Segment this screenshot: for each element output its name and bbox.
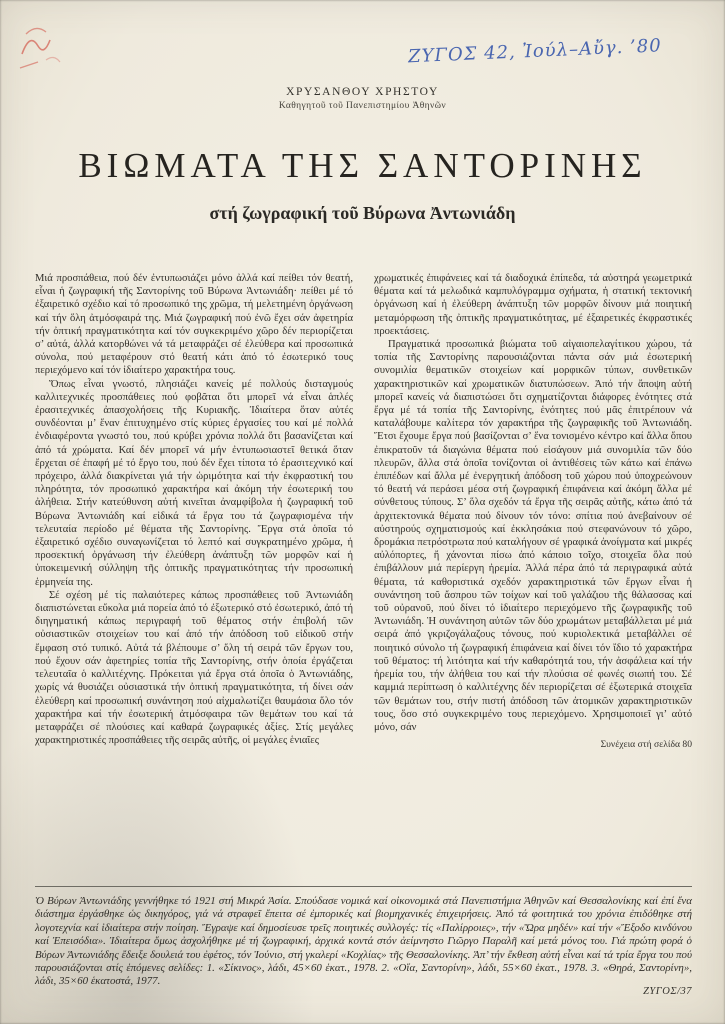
footer-divider xyxy=(35,886,692,887)
right-column xyxy=(374,272,692,870)
article-subtitle: στή ζωγραφική τοῦ Βύρωνα Ἀντωνιάδη xyxy=(209,203,516,223)
author-affiliation: Καθηγητοῦ τοῦ Πανεπιστημίου Ἀθηνῶν xyxy=(278,101,447,111)
continuation-note: Συνέχεια στή σελίδα 80 xyxy=(600,739,692,751)
article-body xyxy=(35,272,692,870)
article-title: ΒΙΩΜΑΤΑ ΤΗΣ ΣΑΝΤΟΡΙΝΗΣ xyxy=(78,146,647,185)
article-paragraph: Ὅπως εἶναι γνωστό, πλησιάζει κανείς μέ πολλούς δισταγμούς καλλιτεχνικές προσπάθειες πού φοβᾶται ὅτι μπορεῖ νά εἶναι ἁπλές ἐρασιτεχνικές ἀπασχολήσεις τῆς Κυριακῆς. Ἰδιαίτερα ὅταν αὐτές συνδέονται μ’ ἕναν ἐπιτυχημένο στίς κύριες ἐργασίες του καί μέ πολλά ἐνδιαφέροντα γνωστό του, πού κρύβει χρόνια πολλά ὅτι βασανίζεται καί ἀπό τά χρώματα. Καί δέν μπορεῖ νά μήν ἐντυπωσιαστεῖ θετικά ὅταν ἔρχεται σέ ἐπαφή μέ τό ἔργο του, πού δέν ἔχει τίποτα τό ἐρασιτεχνικό καί πρόχειρο, ἀλλά διακρίνεται γιά τήν ὡριμότητα καί τήν ἐκφραστική του πληρότητα, τόν προσωπικό χαρακτήρα καί ἀκόμη τήν ἐσωτερική του ἀλήθεια. Στήν κατεύθυνση αὐτή κινεῖται ἀναμφίβολα ἡ ζωγραφική τοῦ Βύρωνα Ἀντωνιάδη καί εἰδικά τά ἔργα του τά ζωγραφισμένα τήν τελευταία περίοδο μέ θέματα τῆς Σαντορίνης. Ἔργα στά ὁποῖα τό ἐξαιρετικό σχέδιο συναγωνίζεται τό λεπτό καί συγκρατημένο χρῶμα, ἡ προσεκτική ὀργάνωση τήν ἐλεύθερη ἀνάπτυξη τῶν μορφῶν καί ἡ ὑποκειμενική σύλληψη τῆς ὀπτικῆς πραγματικότητας τήν προσωπική ἑρμηνεία της. xyxy=(35,378,353,588)
artist-biography: Ὁ Βύρων Ἀντωνιάδης γεννήθηκε τό 1921 στή Μικρά Ἀσία. Σπούδασε νομικά καί οἰκονομικά στά Πανεπιστήμια Ἀθηνῶν καί Θεσσαλονίκης καί ἐπί ἕνα διάστημα ἐργάσθηκε ὡς δικηγόρος, γιά νά στραφεῖ ἔπειτα σέ ἐμπορικές καί βιομηχανικές ἐπιχειρήσεις. Ἀπό τά φοιτητικά του χρόνια ἐπιδόθηκε στή λογοτεχνία καί ἰδιαίτερα στήν ποίηση. Ἔγραψε καί δημοσίευσε τρεῖς ποιητικές συλλογές: τίς «Παλίρροιες», τήν «Ὥρα μηδέν» καί τήν «Ἔξοδο κινδύνου καί Ἐπεισόδια». Ἰδιαίτερα ὅμως ἀσχολήθηκε μέ τή ζωγραφική, ἀρχικά κοντά στόν ἀείμνηστο Γιῶργο Παραλῆ καί μετά μόνος του. Γιά πρώτη φορά ὁ Βύρων Ἀντωνιάδης ἔδειξε δουλειά του ἐφέτος, τόν Ἰούνιο, στή γκαλερί «Κοχλίας» τῆς Θεσσαλονίκης. Ἀπ’ τήν ἔκθεση αὐτή εἶναι καί τά τρία ἔργα του πού παρουσιάζονται στίς ἑπόμενες σελίδες: 1. «Σίκινος», λάδι, 45×60 ἑκατ., 1978. 2. «Οἵα, Σαντορίνη», λάδι, 55×60 ἑκατ., 1978. 3. «Θηρά, Σαντορίνη», λάδι, 35×60 ἑκατοστά, 1977. xyxy=(35,895,692,988)
handwritten-annotation: ΖΥΓΟΣ 42, Ἰούλ–Αὔγ. ’80 xyxy=(407,35,663,68)
left-column xyxy=(35,272,353,870)
author-name: ΧΡΥΣΑΝΘΟΥ ΧΡΗΣΤΟΥ xyxy=(286,86,439,98)
article-paragraph: Μιά προσπάθεια, πού δέν ἐντυπωσιάζει μόνο ἀλλά καί πείθει τόν θεατή, εἶναι ἡ ζωγραφική τῆς Σαντορίνης τοῦ Βύρωνα Ἀντωνιάδη· πείθει μέ τό ἐξαιρετικό σχέδιο καί τό προσωπικό της χρῶμα, τή μελετημένη ὀργάνωση καί τήν ὅλη ἀτμόσφαιρά της. Μιά ζωγραφική πού ἐνῶ ἔχει σάν ἀφετηρία τήν ὀπτική πραγματικότητα καί τόν συγκεκριμένο χῶρο δέν περιορίζεται σ’ αὐτά, ἀλλά κατορθώνει νά τά μεταφράζει σέ ἐλεύθερα καί προσωπικά σύνολα, πού μεταφέρουν στό θεατή κάτι ἀπό τό ἐσωτερικό τους περιεχόμενο καί τόν ἰδιαίτερο χαρακτήρα τους. xyxy=(35,273,353,377)
article-paragraph: Σέ σχέση μέ τίς παλαιότερες κάπως προσπάθειες τοῦ Ἀντωνιάδη διαπιστώνεται εὔκολα μιά πορεία ἀπό τό ἐξωτερικό στό ἐσωτερικό, ἀπό τή διηγηματική κάπως περιγραφή τοῦ θέματος στήν ἐπιβολή τῶν οὐσιαστικῶν στοιχείων του καί ἀπό τήν ἀπόδοση τοῦ εἰδικοῦ στήν ἔμφαση στό τυπικό. Αὐτά τά βλέπουμε σ’ ὅλη τή σειρά τῶν ἔργων του, πού ἔχουν σάν ἀφετηρίες τοπία τῆς Σαντορίνης, στήν ὁποία ἐργάζεται τελευταῖα ὁ καλλιτέχνης. Πρόκειται γιά ἔργα στά ὁποῖα ὁ Ἀντωνιάδης, χωρίς νά θυσιάζει οὐσιαστικά τήν ὀπτική πραγματικότητα, τή δίνει σάν ἐλεύθερη καί προσωπική συνάντηση πού αἰχμαλωτίζει θαυμάσια ὅλο τόν χαρακτήρα καί τήν ἐσωτερική ἀτμόσφαιρα τῶν θεμάτων του καί τά μεταφράζει σέ πλούσιες καί καθαρά ζωγραφικές ἀξίες. Στίς μεγάλες χαρακτηριστικές προσπάθειες τῆς σειρᾶς αὐτῆς, οἱ μεγάλες ἑνιαῖες xyxy=(35,589,353,747)
page-number: ΖΥΓΟΣ/37 xyxy=(643,986,692,997)
article-paragraph: Πραγματικά προσωπικά βιώματα τοῦ αἰγαιοπελαγίτικου χώρου, τά τοπία τῆς Σαντορίνης παρουσιάζονται πάντα σάν μιά ἐσωτερική συνομιλία θεματικῶν στοιχείων καί μορφικῶν τύπων, συνθετικῶν χαρακτηριστικῶν καί χρωματικῶν διατυπώσεων. Ἀπό τήν ἄποψη αὐτή μπορεῖ κανείς νά διαπιστώσει ὅτι σχηματίζονται διάφορες ἑνότητες στά ἔργα μέ τά τοπία τῆς Σαντορίνης, ἑνότητες πού μᾶς ἐπιτρέπουν νά καταλάβουμε καλίτερα τόν χαρακτήρα τῆς ζωγραφικῆς τοῦ Ἀντωνιάδη. Ἔτσι ἔχουμε ἔργα πού βασίζονται σ’ ἕνα τονισμένο κέντρο καί ἄλλα ὅπου ἐπικρατοῦν τά διαγώνια θέματα πού εἰσάγουν μιά συνομιλία τῶν δύο πλευρῶν, ἄλλα στά ὁποῖα τονίζονται οἱ ἀντιθέσεις τῶν κάτω καί ἐπάνω ἐπιπέδων καί ἄλλα μέ ἐνεργητική ἀπόδοση τοῦ χώρου πού ὑποχρεώνουν τό θεατή νά περάσει μέσα στή ζωγραφική ἐπιφάνεια καί ἀκόμη ἄλλα μέ σύνθετους τύπους. Σ’ ὅλα σχεδόν τά ἔργα τῆς σειρᾶς αὐτῆς, κάτω ἀπό τά ἀρχιτεκτονικά θέματα πού δίνουν τόν τόνο: σπίτια πού ἀνεβαίνουν σέ αὐστηρούς σχηματισμούς καί ἐκκλησάκια πού στεφανώνουν τό χῶρο, δρομάκια πετρόστρωτα πού καταλήγουν σέ γραφικά ἀνοίγματα καί μικρές αὐλόπορτες, ἤ χάνονται πίσω ἀπό κάποιο τοῖχο, στοιχεῖα ὅλα πού ἐπιβάλλουν μιά περίεργη ἠρεμία. Ἀλλά πέρα ἀπό τά περιγραφικά αὐτά θέματα, τά καθοριστικά σχεδόν χαρακτηριστικά τῶν ἔργων εἶναι ἡ συνάντηση τοῦ ἄσπρου τῶν τοίχων καί τοῦ γαλάζιου τῆς θάλασσας καί τοῦ οὐρανοῦ, πού δίνει τό ἰδιαίτερο περιεχόμενο τῆς ζωγραφικῆς τοῦ Ἀντωνιάδη. Ἡ συνάντηση αὐτῶν τῶν δύο χρωμάτων μεταβάλλεται μέ μιά σειρά ἀπό γκριζογάλαζους τόνους, πού κυριολεκτικά μεταβάλλει σέ ποιητικό σύνολο τή ζωγραφική ἐπιφάνεια καί δίνει τόν ἴδιο τό χαρακτήρα τοῦ θέματος: τή λιτότητα καί τήν καθαρότητά του, τήν ἀσφάλεια καί τήν ἠρεμία του, τήν ἀλήθεια του καί τήν πλούσια σέ φωνές σιωπή του. Σέ καμμιά περίπτωση ὁ καλλιτέχνης δέν περιορίζεται σέ ἐξωτερικά στοιχεῖα τῶν θεμάτων του, στήν πιστή ἀπόδοση τῶν ἀτομικῶν χαρακτηριστικῶν τους, ὅσο στό συγκεκριμένο τους περιεχόμενο. Χρησιμοποιεῖ γι’ αὐτό μόνο, σάν xyxy=(374,339,692,733)
author-block xyxy=(0,86,725,111)
article-paragraph: χρωματικές ἐπιφάνειες καί τά διαδοχικά ἐπίπεδα, τά αὐστηρά γεωμετρικά θέματα καί τά μελωδικά καμπυλόγραμμα σχήματα, ἡ στατική τεκτονική ὀργάνωση καί ἡ ἐλεύθερη ἀνάπτυξη τῶν μορφῶν δίνουν μιά ποιητική μεταμόρφωση τῆς ὀπτικῆς πραγματικότητας, μέ ἐξαιρετικές ἐκφραστικές προεκτάσεις. xyxy=(374,273,692,337)
red-pencil-marks-icon xyxy=(16,16,86,76)
